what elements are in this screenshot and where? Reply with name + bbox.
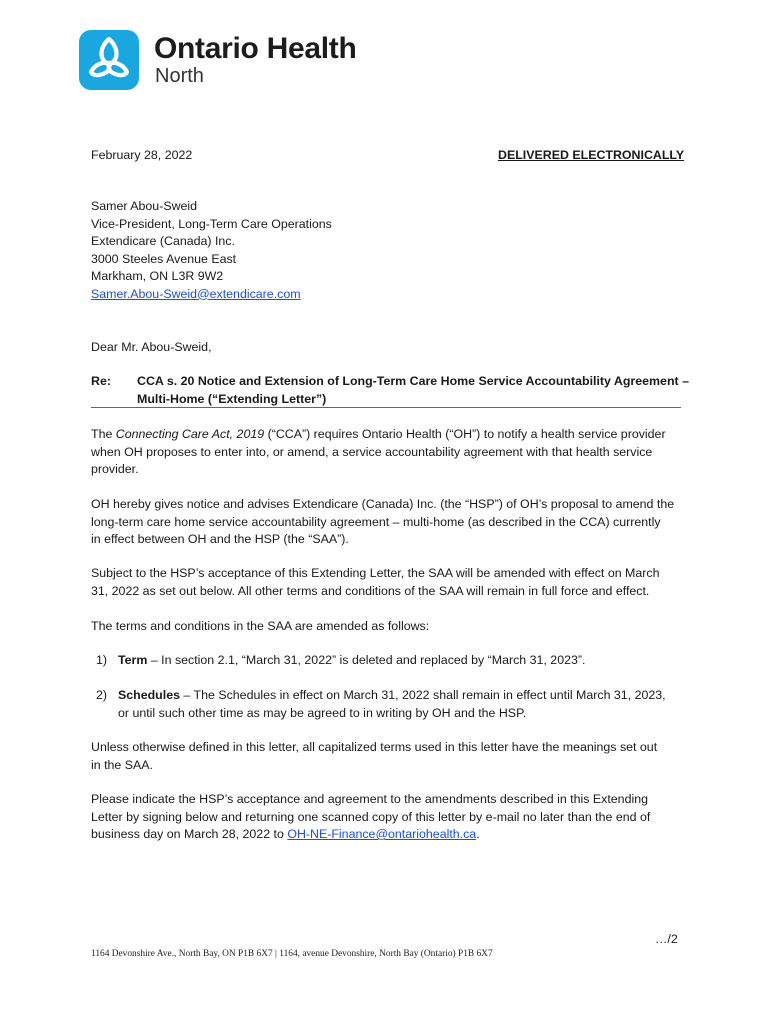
- salutation: Dear Mr. Abou-Sweid,: [91, 340, 212, 354]
- delivery-note: DELIVERED ELECTRONICALLY: [498, 148, 685, 162]
- letter-date: February 28, 2022: [91, 148, 193, 162]
- schedules-heading: Schedules: [118, 688, 180, 702]
- subject-label: Re:: [91, 374, 111, 388]
- recipient-city: Markham, ON L3R 9W2: [91, 269, 224, 283]
- recipient-company: Extendicare (Canada) Inc.: [91, 234, 235, 248]
- recipient-email-link[interactable]: Samer.Abou-Sweid@extendicare.com: [91, 286, 301, 301]
- p5-line-1: Unless otherwise defined in this letter, all capitalized terms used in this letter have the meanings set out: [91, 740, 658, 754]
- subject-line-1: CCA s. 20 Notice and Extension of Long-Term Care Home Service Accountability Agreement –: [137, 374, 689, 388]
- finance-email-link[interactable]: OH-NE-Finance@ontariohealth.ca: [287, 827, 477, 841]
- p2-line-2: long-term care home service accountability agreement – multi-home (as described in the CCA) currently: [91, 514, 661, 529]
- subject-line: [137, 373, 689, 408]
- p6-line-2: Letter by signing below and returning one scanned copy of this letter by e-mail no later than the end of: [91, 809, 651, 824]
- paragraph-definitions: [91, 739, 681, 774]
- act-name: Connecting Care Act, 2019: [115, 427, 265, 441]
- subject-line-2: Multi-Home (“Extending Letter”): [137, 391, 327, 406]
- paragraph-terms-intro: [91, 618, 681, 636]
- schedules-text-2: or until such other time as may be agreed to in writing by OH and the HSP.: [118, 705, 527, 720]
- schedules-text-1: – The Schedules in effect on March 31, 2022 shall remain in effect until March 31, 2023,: [179, 688, 666, 702]
- term-heading: Term: [118, 653, 148, 667]
- recipient-title: Vice-President, Long-Term Care Operations: [91, 216, 332, 231]
- p3-line-2: 31, 2022 as set out below. All other terms and conditions of the SAA will remain in full force and effect.: [91, 583, 650, 598]
- logo-title: Ontario Health: [154, 32, 357, 65]
- p1-post: (“CCA”) requires Ontario Health (“OH”) to notify a health service provider: [264, 427, 666, 441]
- subject-divider: [91, 407, 681, 408]
- paragraph-proposal: [91, 496, 681, 549]
- p6-line-3-post: .: [476, 827, 480, 841]
- page-continuation: …/2: [655, 932, 678, 946]
- ontario-health-logo: [79, 30, 379, 94]
- p6-line-3-pre: business day on March 28, 2022 to: [91, 827, 288, 841]
- p4-line-1: The terms and conditions in the SAA are amended as follows:: [91, 619, 430, 633]
- paragraph-cca-notice: [91, 426, 681, 479]
- list-item-1-number: 1): [96, 653, 108, 667]
- term-text: – In section 2.1, “March 31, 2022” is deleted and replaced by “March 31, 2023”.: [147, 653, 586, 667]
- logo-region: North: [155, 65, 204, 87]
- p6-line-1: Please indicate the HSP’s acceptance and agreement to the amendments described in this Extending: [91, 792, 649, 806]
- p1-pre: The: [91, 427, 116, 441]
- recipient-street: 3000 Steeles Avenue East: [91, 251, 237, 266]
- trillium-logo-icon: [79, 30, 139, 90]
- recipient-name: Samer Abou-Sweid: [91, 199, 198, 213]
- p2-line-3: in effect between OH and the HSP (the “SAA”).: [91, 532, 349, 546]
- p5-line-2: in the SAA.: [91, 757, 153, 772]
- paragraph-acceptance: [91, 791, 681, 844]
- recipient-address: [91, 198, 332, 303]
- paragraph-amendment-effect: [91, 565, 681, 600]
- list-item-2-number: 2): [96, 688, 108, 702]
- footer-address: 1164 Devonshire Ave., North Bay, ON P1B 6X7 | 1164, avenue Devonshire, North Bay (Ontario) P1B 6X7: [91, 949, 493, 959]
- list-item-term: [118, 652, 585, 670]
- list-item-schedules: [118, 687, 666, 722]
- p1-line-3: provider.: [91, 462, 139, 476]
- p2-line-1: OH hereby gives notice and advises Extendicare (Canada) Inc. (the “HSP”) of OH’s proposal to amend the: [91, 497, 675, 511]
- p1-line-2: when OH proposes to enter into, or amend, a service accountability agreement with that health service: [91, 444, 653, 459]
- p3-line-1: Subject to the HSP’s acceptance of this Extending Letter, the SAA will be amended with effect on March: [91, 566, 660, 580]
